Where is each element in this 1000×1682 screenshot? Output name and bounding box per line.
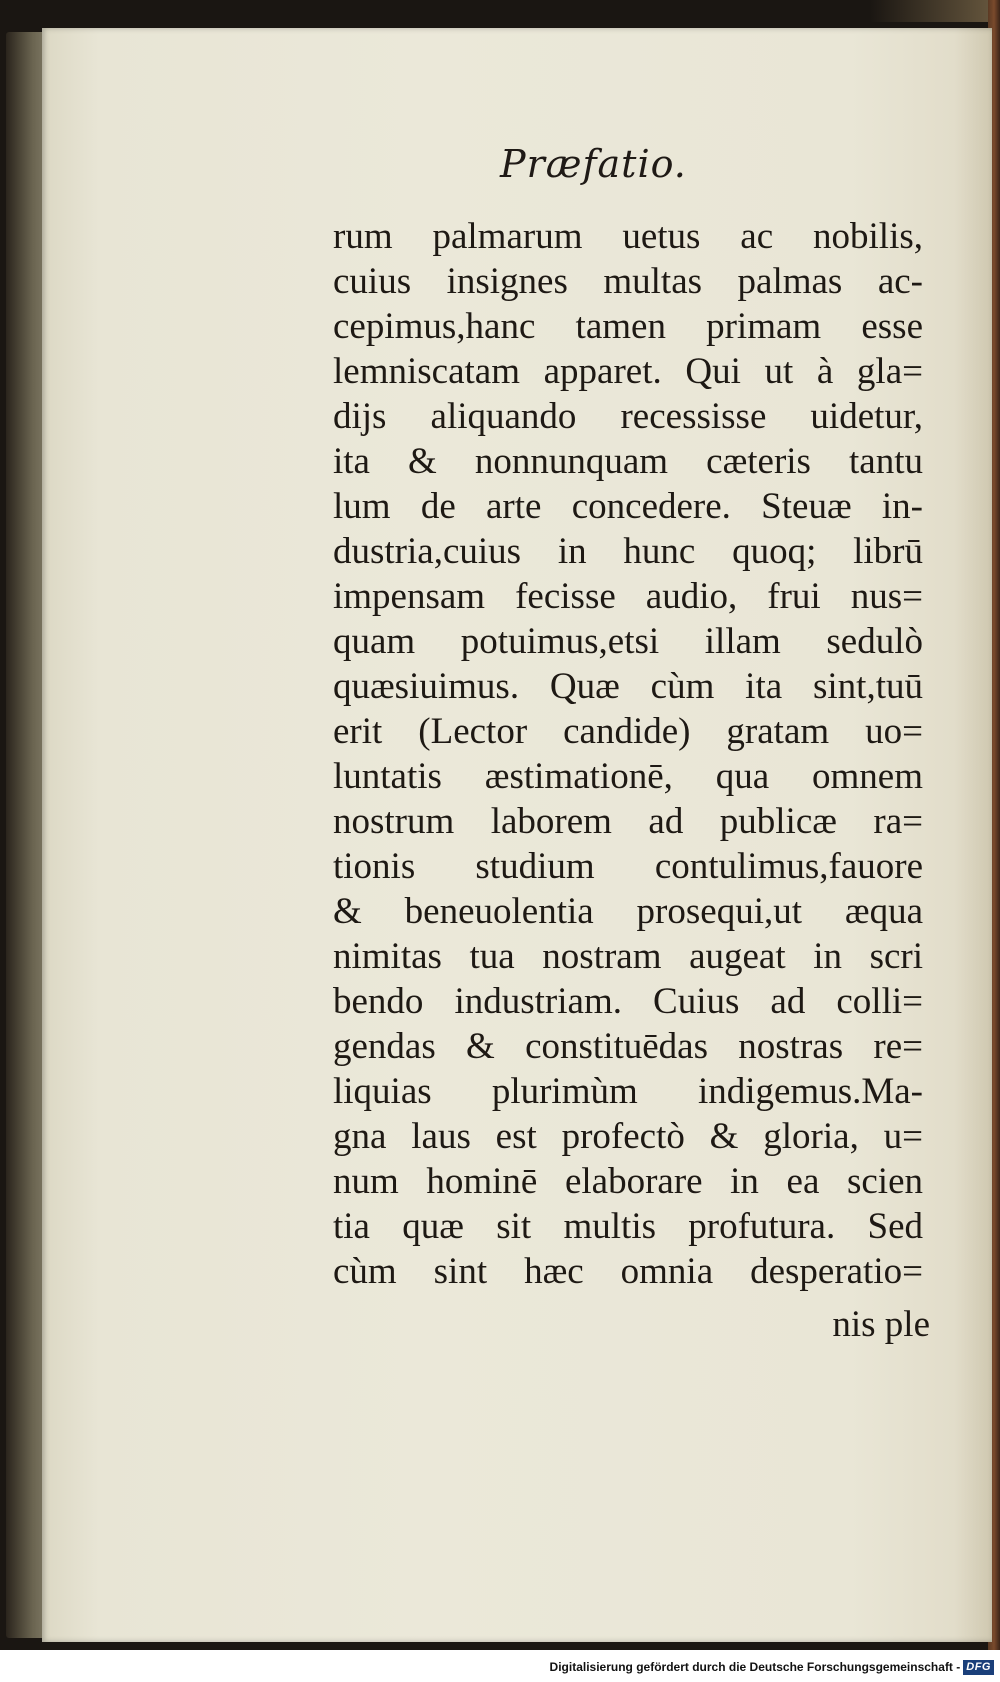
text-line: liquias plurimùm indigemus.Ma- [333,1071,923,1112]
text-line: gendas & constituēdas nostras re= [333,1026,923,1067]
text-line: quæsiuimus. Quæ cùm ita sint,tuū [333,666,923,707]
text-line: bendo industriam. Cuius ad colli= [333,981,923,1022]
text-line: dijs aliquando recessisse uidetur, [333,396,923,437]
text-line: ita & nonnunquam cæteris tantu [333,441,923,482]
text-line: lemniscatam apparet. Qui ut à gla= [333,351,923,392]
text-line: cepimus,hanc tamen primam esse [333,306,923,347]
text-line: cuius insignes multas palmas ac- [333,261,923,302]
book-corner [870,0,1000,22]
catchword: nis ple [832,1304,930,1345]
text-line: tionis studium contulimus,fauore [333,846,923,887]
text-line: quam potuimus,etsi illam sedulò [333,621,923,662]
running-head: Præfatio. [500,142,687,186]
text-line: tia quæ sit multis profutura. Sed [333,1206,923,1247]
text-line: rum palmarum uetus ac nobilis, [333,216,923,257]
footer-bar [0,1650,1000,1682]
text-line: luntatis æstimationē, qua omnem [333,756,923,797]
text-line: gna laus est profectò & gloria, u= [333,1116,923,1157]
footer-credit-text: Digitalisierung gefördert durch die Deutsche Forschungsgemeinschaft - [549,1660,961,1674]
dfg-logo-icon: DFG [963,1660,994,1675]
book-cover-edge [6,32,44,1638]
text-line: nimitas tua nostram augeat in scri [333,936,923,977]
text-line: & beneuolentia prosequi,ut æqua [333,891,923,932]
text-line: lum de arte concedere. Steuæ in- [333,486,923,527]
text-block [333,214,923,1294]
text-line: erit (Lector candide) gratam uo= [333,711,923,752]
text-line: nostrum laborem ad publicæ ra= [333,801,923,842]
text-line: dustria,cuius in hunc quoq; librū [333,531,923,572]
text-line: num hominē elaborare in ea scien [333,1161,923,1202]
text-line: cùm sint hæc omnia desperatio= [333,1251,923,1292]
footer-credit [550,1658,994,1676]
text-line: impensam fecisse audio, frui nus= [333,576,923,617]
